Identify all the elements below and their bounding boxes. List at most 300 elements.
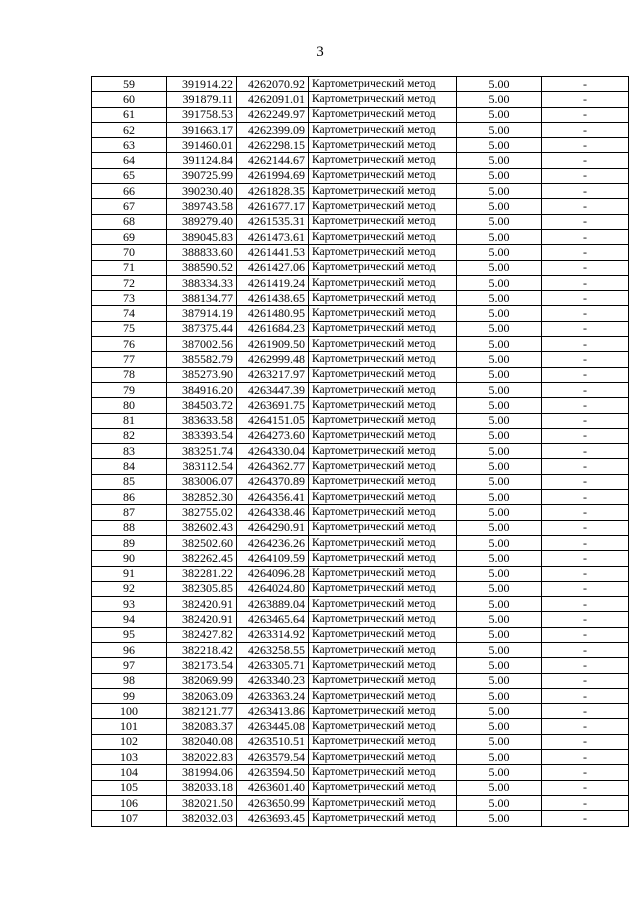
accuracy-cell: 5.00 [457, 337, 542, 352]
table-row [92, 765, 629, 780]
point-number-cell: 71 [92, 260, 167, 275]
method-cell: Картометрический метод [309, 184, 457, 199]
point-number-cell: 92 [92, 581, 167, 596]
point-number-cell: 102 [92, 734, 167, 749]
accuracy-cell: 5.00 [457, 795, 542, 810]
table-row [92, 306, 629, 321]
description-cell: - [542, 382, 629, 397]
table-row [92, 107, 629, 122]
method-cell: Картометрический метод [309, 92, 457, 107]
y-coordinate-cell: 4263650.99 [237, 795, 309, 810]
x-coordinate-cell: 388334.33 [167, 275, 237, 290]
description-cell: - [542, 505, 629, 520]
x-coordinate-cell: 385273.90 [167, 367, 237, 382]
x-coordinate-cell: 389279.40 [167, 214, 237, 229]
method-cell: Картометрический метод [309, 750, 457, 765]
accuracy-cell: 5.00 [457, 704, 542, 719]
y-coordinate-cell: 4261427.06 [237, 260, 309, 275]
y-coordinate-cell: 4262399.09 [237, 122, 309, 137]
point-number-cell: 79 [92, 382, 167, 397]
accuracy-cell: 5.00 [457, 367, 542, 382]
point-number-cell: 91 [92, 566, 167, 581]
method-cell: Картометрический метод [309, 122, 457, 137]
x-coordinate-cell: 391663.17 [167, 122, 237, 137]
y-coordinate-cell: 4263693.45 [237, 811, 309, 826]
accuracy-cell: 5.00 [457, 168, 542, 183]
x-coordinate-cell: 382040.08 [167, 734, 237, 749]
table-row [92, 734, 629, 749]
point-number-cell: 93 [92, 597, 167, 612]
x-coordinate-cell: 391460.01 [167, 138, 237, 153]
table-row [92, 214, 629, 229]
x-coordinate-cell: 390230.40 [167, 184, 237, 199]
accuracy-cell: 5.00 [457, 780, 542, 795]
y-coordinate-cell: 4261473.61 [237, 229, 309, 244]
method-cell: Картометрический метод [309, 199, 457, 214]
description-cell: - [542, 490, 629, 505]
method-cell: Картометрический метод [309, 260, 457, 275]
accuracy-cell: 5.00 [457, 77, 542, 92]
accuracy-cell: 5.00 [457, 413, 542, 428]
description-cell: - [542, 658, 629, 673]
point-number-cell: 107 [92, 811, 167, 826]
point-number-cell: 59 [92, 77, 167, 92]
description-cell: - [542, 535, 629, 550]
accuracy-cell: 5.00 [457, 490, 542, 505]
x-coordinate-cell: 390725.99 [167, 168, 237, 183]
description-cell: - [542, 199, 629, 214]
method-cell: Картометрический метод [309, 444, 457, 459]
y-coordinate-cell: 4263601.40 [237, 780, 309, 795]
method-cell: Картометрический метод [309, 352, 457, 367]
description-cell: - [542, 474, 629, 489]
point-number-cell: 74 [92, 306, 167, 321]
point-number-cell: 86 [92, 490, 167, 505]
coordinates-table [91, 76, 629, 827]
x-coordinate-cell: 381994.06 [167, 765, 237, 780]
x-coordinate-cell: 382218.42 [167, 642, 237, 657]
y-coordinate-cell: 4263413.86 [237, 704, 309, 719]
method-cell: Картометрический метод [309, 306, 457, 321]
point-number-cell: 104 [92, 765, 167, 780]
x-coordinate-cell: 382262.45 [167, 551, 237, 566]
method-cell: Картометрический метод [309, 245, 457, 260]
description-cell: - [542, 673, 629, 688]
accuracy-cell: 5.00 [457, 107, 542, 122]
table-row [92, 229, 629, 244]
accuracy-cell: 5.00 [457, 352, 542, 367]
table-row [92, 551, 629, 566]
point-number-cell: 66 [92, 184, 167, 199]
x-coordinate-cell: 383112.54 [167, 459, 237, 474]
page-number: 3 [316, 44, 324, 60]
accuracy-cell: 5.00 [457, 566, 542, 581]
description-cell: - [542, 780, 629, 795]
point-number-cell: 61 [92, 107, 167, 122]
table-row [92, 581, 629, 596]
point-number-cell: 83 [92, 444, 167, 459]
y-coordinate-cell: 4263465.64 [237, 612, 309, 627]
method-cell: Картометрический метод [309, 275, 457, 290]
accuracy-cell: 5.00 [457, 138, 542, 153]
x-coordinate-cell: 389743.58 [167, 199, 237, 214]
point-number-cell: 94 [92, 612, 167, 627]
point-number-cell: 63 [92, 138, 167, 153]
y-coordinate-cell: 4262999.48 [237, 352, 309, 367]
description-cell: - [542, 229, 629, 244]
y-coordinate-cell: 4264151.05 [237, 413, 309, 428]
accuracy-cell: 5.00 [457, 199, 542, 214]
method-cell: Картометрический метод [309, 535, 457, 550]
accuracy-cell: 5.00 [457, 627, 542, 642]
x-coordinate-cell: 382173.54 [167, 658, 237, 673]
table-row [92, 780, 629, 795]
table-row [92, 795, 629, 810]
x-coordinate-cell: 391758.53 [167, 107, 237, 122]
x-coordinate-cell: 389045.83 [167, 229, 237, 244]
accuracy-cell: 5.00 [457, 122, 542, 137]
y-coordinate-cell: 4262298.15 [237, 138, 309, 153]
point-number-cell: 75 [92, 321, 167, 336]
x-coordinate-cell: 382083.37 [167, 719, 237, 734]
x-coordinate-cell: 388134.77 [167, 291, 237, 306]
point-number-cell: 103 [92, 750, 167, 765]
point-number-cell: 100 [92, 704, 167, 719]
point-number-cell: 98 [92, 673, 167, 688]
description-cell: - [542, 520, 629, 535]
accuracy-cell: 5.00 [457, 382, 542, 397]
table-row [92, 398, 629, 413]
point-number-cell: 85 [92, 474, 167, 489]
description-cell: - [542, 168, 629, 183]
method-cell: Картометрический метод [309, 459, 457, 474]
x-coordinate-cell: 382063.09 [167, 688, 237, 703]
point-number-cell: 105 [92, 780, 167, 795]
x-coordinate-cell: 382069.99 [167, 673, 237, 688]
method-cell: Картометрический метод [309, 566, 457, 581]
point-number-cell: 96 [92, 642, 167, 657]
table-row [92, 490, 629, 505]
x-coordinate-cell: 383006.07 [167, 474, 237, 489]
table-row [92, 153, 629, 168]
accuracy-cell: 5.00 [457, 306, 542, 321]
accuracy-cell: 5.00 [457, 520, 542, 535]
method-cell: Картометрический метод [309, 153, 457, 168]
x-coordinate-cell: 391879.11 [167, 92, 237, 107]
y-coordinate-cell: 4261419.24 [237, 275, 309, 290]
point-number-cell: 81 [92, 413, 167, 428]
y-coordinate-cell: 4263579.54 [237, 750, 309, 765]
point-number-cell: 89 [92, 535, 167, 550]
accuracy-cell: 5.00 [457, 153, 542, 168]
accuracy-cell: 5.00 [457, 214, 542, 229]
table-row [92, 566, 629, 581]
table-row [92, 245, 629, 260]
point-number-cell: 77 [92, 352, 167, 367]
description-cell: - [542, 337, 629, 352]
y-coordinate-cell: 4263691.75 [237, 398, 309, 413]
x-coordinate-cell: 382420.91 [167, 612, 237, 627]
table-row [92, 352, 629, 367]
table-row [92, 413, 629, 428]
accuracy-cell: 5.00 [457, 734, 542, 749]
y-coordinate-cell: 4261828.35 [237, 184, 309, 199]
y-coordinate-cell: 4264109.59 [237, 551, 309, 566]
x-coordinate-cell: 382420.91 [167, 597, 237, 612]
description-cell: - [542, 765, 629, 780]
description-cell: - [542, 398, 629, 413]
table-row [92, 168, 629, 183]
description-cell: - [542, 260, 629, 275]
point-number-cell: 78 [92, 367, 167, 382]
point-number-cell: 101 [92, 719, 167, 734]
y-coordinate-cell: 4263445.08 [237, 719, 309, 734]
description-cell: - [542, 551, 629, 566]
y-coordinate-cell: 4261438.65 [237, 291, 309, 306]
y-coordinate-cell: 4261677.17 [237, 199, 309, 214]
y-coordinate-cell: 4261535.31 [237, 214, 309, 229]
y-coordinate-cell: 4264024.80 [237, 581, 309, 596]
point-number-cell: 88 [92, 520, 167, 535]
point-number-cell: 70 [92, 245, 167, 260]
method-cell: Картометрический метод [309, 77, 457, 92]
method-cell: Картометрический метод [309, 658, 457, 673]
description-cell: - [542, 184, 629, 199]
description-cell: - [542, 122, 629, 137]
description-cell: - [542, 597, 629, 612]
description-cell: - [542, 107, 629, 122]
method-cell: Картометрический метод [309, 505, 457, 520]
y-coordinate-cell: 4263258.55 [237, 642, 309, 657]
y-coordinate-cell: 4262091.01 [237, 92, 309, 107]
table-row [92, 612, 629, 627]
description-cell: - [542, 275, 629, 290]
description-cell: - [542, 306, 629, 321]
description-cell: - [542, 413, 629, 428]
x-coordinate-cell: 391914.22 [167, 77, 237, 92]
accuracy-cell: 5.00 [457, 719, 542, 734]
description-cell: - [542, 367, 629, 382]
table-row [92, 688, 629, 703]
description-cell: - [542, 428, 629, 443]
y-coordinate-cell: 4263889.04 [237, 597, 309, 612]
y-coordinate-cell: 4263340.23 [237, 673, 309, 688]
x-coordinate-cell: 382121.77 [167, 704, 237, 719]
table-row [92, 382, 629, 397]
table-row [92, 627, 629, 642]
y-coordinate-cell: 4263510.51 [237, 734, 309, 749]
method-cell: Картометрический метод [309, 337, 457, 352]
accuracy-cell: 5.00 [457, 444, 542, 459]
method-cell: Картометрический метод [309, 642, 457, 657]
accuracy-cell: 5.00 [457, 673, 542, 688]
y-coordinate-cell: 4261441.53 [237, 245, 309, 260]
table-row [92, 642, 629, 657]
method-cell: Картометрический метод [309, 321, 457, 336]
description-cell: - [542, 581, 629, 596]
method-cell: Картометрический метод [309, 291, 457, 306]
point-number-cell: 84 [92, 459, 167, 474]
y-coordinate-cell: 4263314.92 [237, 627, 309, 642]
accuracy-cell: 5.00 [457, 321, 542, 336]
description-cell: - [542, 688, 629, 703]
table-row [92, 291, 629, 306]
description-cell: - [542, 245, 629, 260]
x-coordinate-cell: 383393.54 [167, 428, 237, 443]
description-cell: - [542, 444, 629, 459]
accuracy-cell: 5.00 [457, 428, 542, 443]
accuracy-cell: 5.00 [457, 612, 542, 627]
method-cell: Картометрический метод [309, 704, 457, 719]
method-cell: Картометрический метод [309, 229, 457, 244]
accuracy-cell: 5.00 [457, 658, 542, 673]
y-coordinate-cell: 4261909.50 [237, 337, 309, 352]
method-cell: Картометрический метод [309, 474, 457, 489]
table-row [92, 337, 629, 352]
description-cell: - [542, 566, 629, 581]
table-row [92, 750, 629, 765]
table-row [92, 138, 629, 153]
method-cell: Картометрический метод [309, 398, 457, 413]
point-number-cell: 97 [92, 658, 167, 673]
table-row [92, 520, 629, 535]
y-coordinate-cell: 4262144.67 [237, 153, 309, 168]
y-coordinate-cell: 4264362.77 [237, 459, 309, 474]
x-coordinate-cell: 382281.22 [167, 566, 237, 581]
table-row [92, 658, 629, 673]
point-number-cell: 68 [92, 214, 167, 229]
coordinates-table-body [92, 77, 629, 827]
method-cell: Картометрический метод [309, 581, 457, 596]
table-row [92, 704, 629, 719]
point-number-cell: 80 [92, 398, 167, 413]
x-coordinate-cell: 383251.74 [167, 444, 237, 459]
accuracy-cell: 5.00 [457, 535, 542, 550]
accuracy-cell: 5.00 [457, 505, 542, 520]
method-cell: Картометрический метод [309, 214, 457, 229]
description-cell: - [542, 214, 629, 229]
method-cell: Картометрический метод [309, 428, 457, 443]
description-cell: - [542, 153, 629, 168]
point-number-cell: 69 [92, 229, 167, 244]
method-cell: Картометрический метод [309, 107, 457, 122]
x-coordinate-cell: 387914.19 [167, 306, 237, 321]
table-row [92, 459, 629, 474]
y-coordinate-cell: 4264370.89 [237, 474, 309, 489]
method-cell: Картометрический метод [309, 138, 457, 153]
table-row [92, 321, 629, 336]
table-row [92, 367, 629, 382]
y-coordinate-cell: 4264273.60 [237, 428, 309, 443]
accuracy-cell: 5.00 [457, 275, 542, 290]
y-coordinate-cell: 4263594.50 [237, 765, 309, 780]
point-number-cell: 76 [92, 337, 167, 352]
x-coordinate-cell: 387375.44 [167, 321, 237, 336]
x-coordinate-cell: 382602.43 [167, 520, 237, 535]
method-cell: Картометрический метод [309, 765, 457, 780]
accuracy-cell: 5.00 [457, 551, 542, 566]
y-coordinate-cell: 4262249.97 [237, 107, 309, 122]
x-coordinate-cell: 384916.20 [167, 382, 237, 397]
x-coordinate-cell: 383633.58 [167, 413, 237, 428]
y-coordinate-cell: 4264356.41 [237, 490, 309, 505]
accuracy-cell: 5.00 [457, 398, 542, 413]
description-cell: - [542, 811, 629, 826]
table-row [92, 719, 629, 734]
x-coordinate-cell: 382755.02 [167, 505, 237, 520]
y-coordinate-cell: 4264290.91 [237, 520, 309, 535]
table-row [92, 535, 629, 550]
point-number-cell: 90 [92, 551, 167, 566]
method-cell: Картометрический метод [309, 811, 457, 826]
table-row [92, 597, 629, 612]
method-cell: Картометрический метод [309, 490, 457, 505]
accuracy-cell: 5.00 [457, 581, 542, 596]
accuracy-cell: 5.00 [457, 184, 542, 199]
accuracy-cell: 5.00 [457, 811, 542, 826]
x-coordinate-cell: 382852.30 [167, 490, 237, 505]
table-row [92, 474, 629, 489]
point-number-cell: 73 [92, 291, 167, 306]
description-cell: - [542, 138, 629, 153]
description-cell: - [542, 795, 629, 810]
x-coordinate-cell: 385582.79 [167, 352, 237, 367]
y-coordinate-cell: 4261684.23 [237, 321, 309, 336]
point-number-cell: 72 [92, 275, 167, 290]
method-cell: Картометрический метод [309, 413, 457, 428]
y-coordinate-cell: 4264096.28 [237, 566, 309, 581]
y-coordinate-cell: 4263363.24 [237, 688, 309, 703]
accuracy-cell: 5.00 [457, 750, 542, 765]
description-cell: - [542, 291, 629, 306]
method-cell: Картометрический метод [309, 734, 457, 749]
y-coordinate-cell: 4261480.95 [237, 306, 309, 321]
x-coordinate-cell: 391124.84 [167, 153, 237, 168]
point-number-cell: 62 [92, 122, 167, 137]
description-cell: - [542, 719, 629, 734]
y-coordinate-cell: 4263305.71 [237, 658, 309, 673]
table-row [92, 77, 629, 92]
accuracy-cell: 5.00 [457, 291, 542, 306]
y-coordinate-cell: 4263447.39 [237, 382, 309, 397]
table-row [92, 444, 629, 459]
x-coordinate-cell: 382032.03 [167, 811, 237, 826]
method-cell: Картометрический метод [309, 367, 457, 382]
method-cell: Картометрический метод [309, 551, 457, 566]
description-cell: - [542, 627, 629, 642]
method-cell: Картометрический метод [309, 795, 457, 810]
method-cell: Картометрический метод [309, 168, 457, 183]
table-row [92, 428, 629, 443]
method-cell: Картометрический метод [309, 673, 457, 688]
accuracy-cell: 5.00 [457, 474, 542, 489]
description-cell: - [542, 704, 629, 719]
x-coordinate-cell: 382022.83 [167, 750, 237, 765]
accuracy-cell: 5.00 [457, 260, 542, 275]
point-number-cell: 60 [92, 92, 167, 107]
accuracy-cell: 5.00 [457, 765, 542, 780]
table-row [92, 260, 629, 275]
table-row [92, 122, 629, 137]
description-cell: - [542, 750, 629, 765]
x-coordinate-cell: 382021.50 [167, 795, 237, 810]
x-coordinate-cell: 382033.18 [167, 780, 237, 795]
method-cell: Картометрический метод [309, 612, 457, 627]
description-cell: - [542, 642, 629, 657]
y-coordinate-cell: 4264236.26 [237, 535, 309, 550]
description-cell: - [542, 321, 629, 336]
table-row [92, 505, 629, 520]
